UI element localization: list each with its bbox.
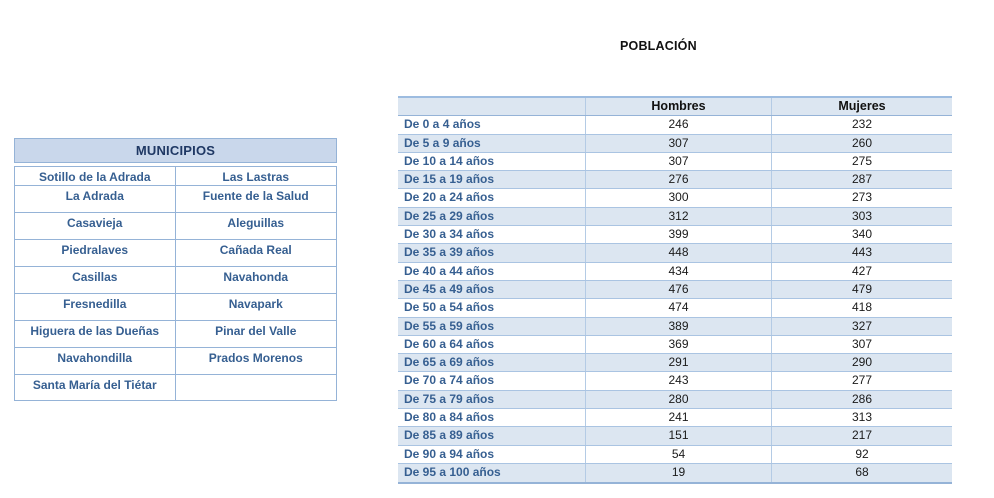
age-column-header bbox=[398, 98, 585, 115]
municipios-row bbox=[15, 186, 336, 213]
age-group-cell: De 70 a 74 años bbox=[404, 373, 495, 388]
municipality-cell: Casillas bbox=[15, 267, 176, 293]
population-row bbox=[398, 153, 952, 171]
age-group-cell: De 80 a 84 años bbox=[404, 410, 495, 425]
population-row bbox=[398, 427, 952, 445]
mujeres-cell: 277 bbox=[771, 372, 952, 389]
municipality-cell: Navahondilla bbox=[15, 348, 176, 374]
mujeres-cell: 273 bbox=[771, 189, 952, 206]
mujeres-cell: 217 bbox=[771, 427, 952, 444]
municipality-cell: Piedralaves bbox=[15, 240, 176, 266]
population-row bbox=[398, 263, 952, 281]
population-row bbox=[398, 208, 952, 226]
hombres-cell: 474 bbox=[585, 299, 771, 316]
population-row bbox=[398, 336, 952, 354]
population-row bbox=[398, 409, 952, 427]
population-row bbox=[398, 226, 952, 244]
mujeres-cell: 327 bbox=[771, 318, 952, 335]
mujeres-cell: 443 bbox=[771, 244, 952, 261]
mujeres-cell: 92 bbox=[771, 446, 952, 463]
mujeres-cell: 307 bbox=[771, 336, 952, 353]
population-row bbox=[398, 354, 952, 372]
hombres-cell: 307 bbox=[585, 153, 771, 170]
population-row bbox=[398, 189, 952, 207]
municipality-cell: Cañada Real bbox=[219, 243, 292, 257]
municipality-cell: Prados Morenos bbox=[208, 351, 303, 365]
population-row bbox=[398, 299, 952, 317]
municipios-row bbox=[15, 348, 336, 375]
hombres-cell: 243 bbox=[585, 372, 771, 389]
poblacion-table bbox=[398, 96, 952, 484]
age-group-cell: De 25 a 29 años bbox=[404, 208, 495, 223]
municipios-row bbox=[15, 240, 336, 267]
population-row bbox=[398, 318, 952, 336]
age-group-cell: De 20 a 24 años bbox=[404, 190, 495, 205]
municipios-table-title: MUNICIPIOS bbox=[14, 138, 337, 163]
municipality-cell: Fuente de la Salud bbox=[202, 189, 309, 203]
municipality-cell bbox=[176, 375, 337, 400]
hombres-cell: 300 bbox=[585, 189, 771, 206]
age-group-cell: De 95 a 100 años bbox=[404, 464, 501, 479]
municipios-table-body bbox=[14, 166, 337, 401]
municipality-cell: Casavieja bbox=[15, 213, 176, 239]
age-group-cell: De 35 a 39 años bbox=[404, 245, 495, 260]
age-group-cell: De 30 a 34 años bbox=[404, 227, 495, 242]
age-group-cell: De 55 a 59 años bbox=[404, 318, 495, 333]
municipality-cell: Fresnedilla bbox=[15, 294, 176, 320]
hombres-cell: 276 bbox=[585, 171, 771, 188]
age-group-cell: De 15 a 19 años bbox=[404, 172, 495, 187]
hombres-cell: 241 bbox=[585, 409, 771, 426]
hombres-cell: 434 bbox=[585, 263, 771, 280]
age-group-cell: De 75 a 79 años bbox=[404, 391, 495, 406]
mujeres-cell: 427 bbox=[771, 263, 952, 280]
hombres-cell: 476 bbox=[585, 281, 771, 298]
population-row bbox=[398, 135, 952, 153]
population-row bbox=[398, 391, 952, 409]
municipality-cell: Aleguillas bbox=[227, 216, 285, 230]
age-group-cell: De 50 a 54 años bbox=[404, 300, 495, 315]
municipios-row bbox=[15, 167, 336, 186]
mujeres-cell: 313 bbox=[771, 409, 952, 426]
municipios-row bbox=[15, 213, 336, 240]
hombres-cell: 448 bbox=[585, 244, 771, 261]
mujeres-cell: 340 bbox=[771, 226, 952, 243]
age-group-cell: De 10 a 14 años bbox=[404, 153, 495, 168]
population-row bbox=[398, 116, 952, 134]
hombres-cell: 399 bbox=[585, 226, 771, 243]
municipios-row bbox=[15, 267, 336, 294]
municipality-cell: Navapark bbox=[228, 297, 283, 311]
municipality-cell: Pinar del Valle bbox=[215, 324, 297, 338]
poblacion-title: POBLACIÓN bbox=[620, 39, 697, 53]
mujeres-cell: 260 bbox=[771, 135, 952, 152]
hombres-cell: 312 bbox=[585, 208, 771, 225]
population-row bbox=[398, 446, 952, 464]
age-group-cell: De 0 a 4 años bbox=[404, 117, 481, 132]
hombres-cell: 389 bbox=[585, 318, 771, 335]
mujeres-cell: 286 bbox=[771, 391, 952, 408]
municipios-row bbox=[15, 321, 336, 348]
age-group-cell: De 60 a 64 años bbox=[404, 336, 495, 351]
hombres-cell: 54 bbox=[585, 446, 771, 463]
population-row bbox=[398, 281, 952, 299]
mujeres-cell: 418 bbox=[771, 299, 952, 316]
age-group-cell: De 45 a 49 años bbox=[404, 281, 495, 296]
hombres-column-header: Hombres bbox=[585, 98, 771, 115]
age-group-cell: De 65 a 69 años bbox=[404, 355, 495, 370]
municipality-cell: La Adrada bbox=[15, 186, 176, 212]
municipios-row bbox=[15, 375, 336, 400]
municipios-row bbox=[15, 294, 336, 321]
hombres-cell: 246 bbox=[585, 116, 771, 133]
hombres-cell: 19 bbox=[585, 464, 771, 482]
age-group-cell: De 90 a 94 años bbox=[404, 446, 495, 461]
mujeres-cell: 303 bbox=[771, 208, 952, 225]
hombres-cell: 369 bbox=[585, 336, 771, 353]
municipality-cell: Las Lastras bbox=[222, 170, 290, 184]
mujeres-cell: 68 bbox=[771, 464, 952, 482]
municipality-cell: Sotillo de la Adrada bbox=[15, 167, 176, 185]
poblacion-header-row bbox=[398, 98, 952, 116]
hombres-cell: 280 bbox=[585, 391, 771, 408]
hombres-cell: 151 bbox=[585, 427, 771, 444]
age-group-cell: De 85 a 89 años bbox=[404, 428, 495, 443]
mujeres-cell: 290 bbox=[771, 354, 952, 371]
population-row bbox=[398, 244, 952, 262]
population-row bbox=[398, 372, 952, 390]
hombres-cell: 307 bbox=[585, 135, 771, 152]
mujeres-column-header: Mujeres bbox=[771, 98, 952, 115]
mujeres-cell: 287 bbox=[771, 171, 952, 188]
age-group-cell: De 40 a 44 años bbox=[404, 263, 495, 278]
population-row bbox=[398, 464, 952, 482]
hombres-cell: 291 bbox=[585, 354, 771, 371]
age-group-cell: De 5 a 9 años bbox=[404, 135, 481, 150]
municipality-cell: Santa María del Tiétar bbox=[15, 375, 176, 400]
mujeres-cell: 275 bbox=[771, 153, 952, 170]
municipality-cell: Higuera de las Dueñas bbox=[15, 321, 176, 347]
population-row bbox=[398, 171, 952, 189]
mujeres-cell: 232 bbox=[771, 116, 952, 133]
municipios-table bbox=[14, 138, 337, 401]
municipality-cell: Navahonda bbox=[223, 270, 289, 284]
mujeres-cell: 479 bbox=[771, 281, 952, 298]
